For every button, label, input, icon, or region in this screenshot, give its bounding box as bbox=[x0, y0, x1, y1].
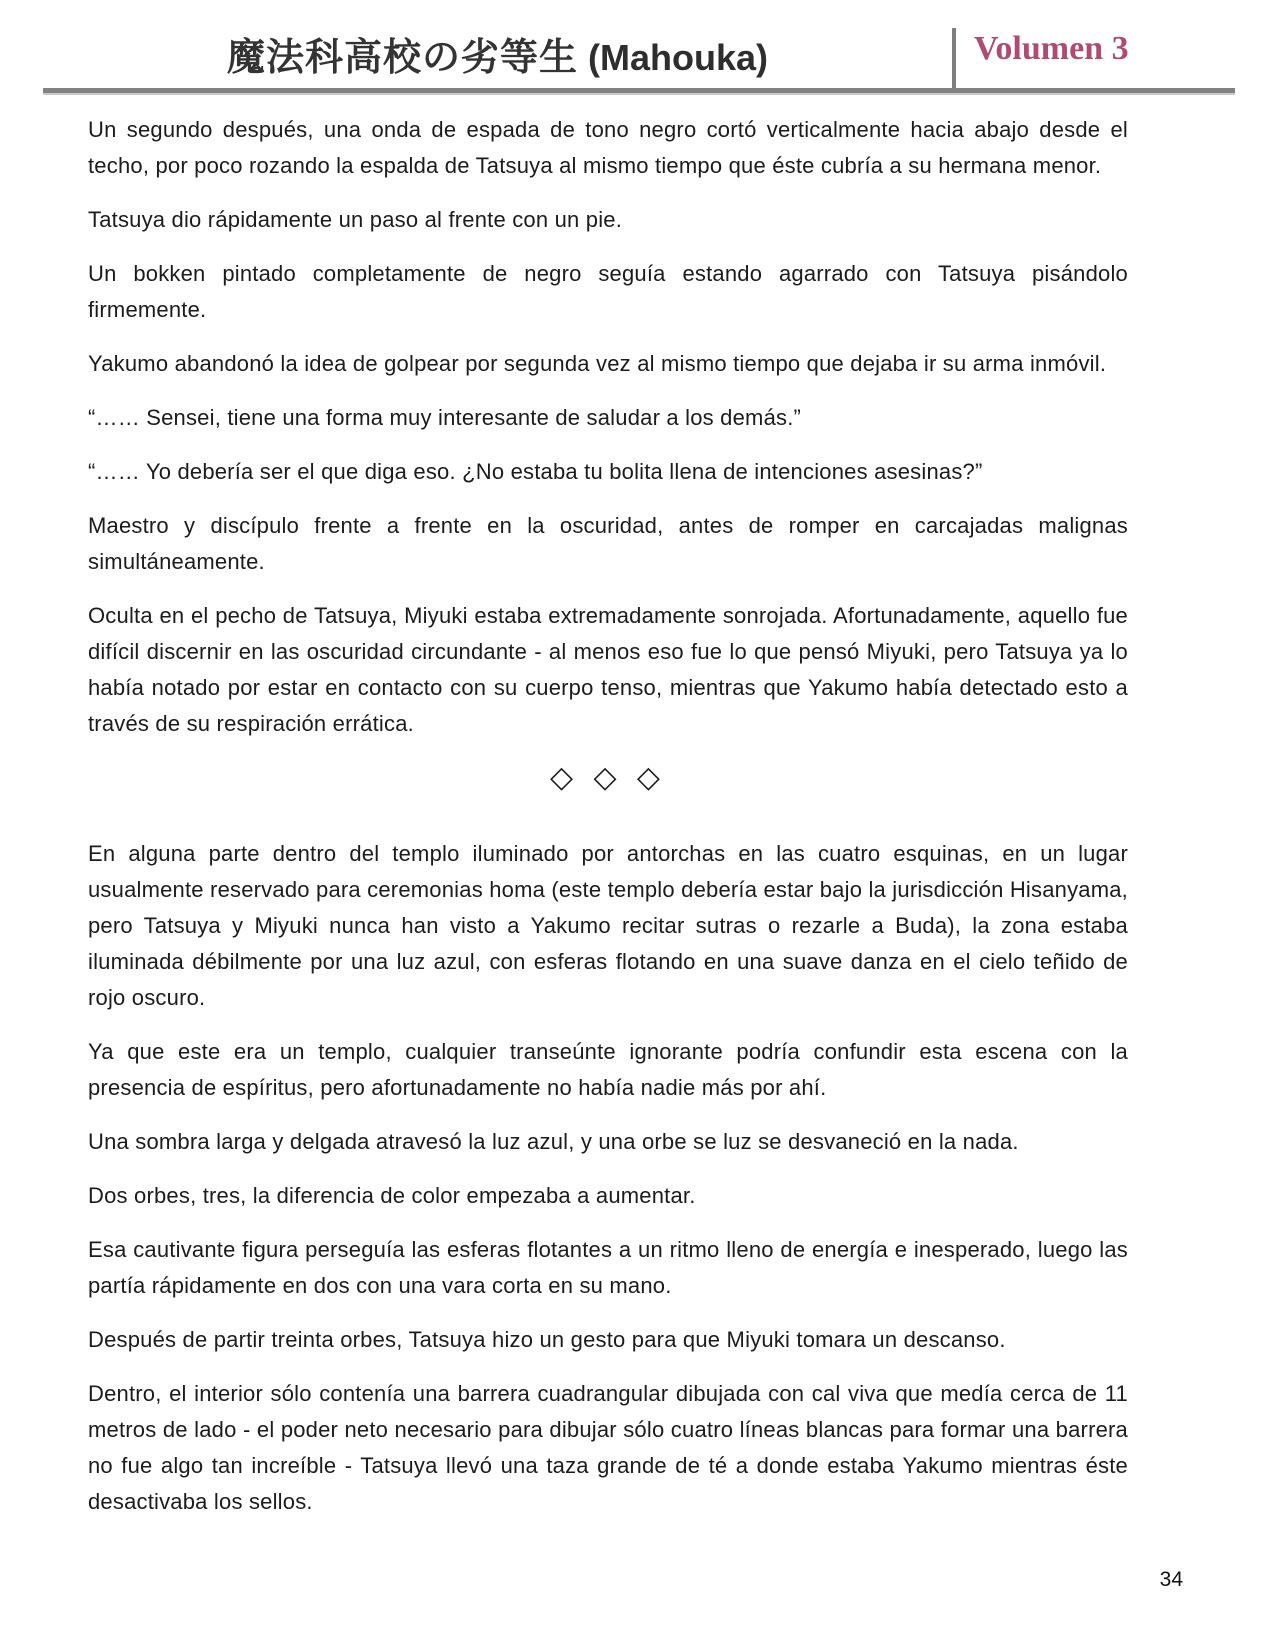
book-title-japanese: 魔法科高校の劣等生 bbox=[226, 37, 578, 79]
section-bottom bbox=[88, 836, 1128, 1520]
paragraph: Un bokken pintado completamente de negro seguía estando agarrado con Tatsuya pisándolo firmemente. bbox=[88, 261, 1128, 322]
book-title-latin: (Mahouka) bbox=[588, 37, 768, 78]
section-top bbox=[88, 112, 1128, 742]
page-body bbox=[88, 112, 1128, 1538]
header-divider bbox=[952, 28, 956, 95]
paragraph: “…… Yo debería ser el que diga eso. ¿No estaba tu bolita llena de intenciones asesinas?” bbox=[88, 459, 983, 484]
paragraph: Oculta en el pecho de Tatsuya, Miyuki estaba extremadamente sonrojada. Afortunadamente, aquello fue difícil discernir en las oscuridad circundante - al menos eso fue lo que pensó Miyuki, pero Tatsuya ya lo había notado por estar en contacto con su cuerpo tenso, mientras que Yakumo había detectado esto a través de su respiración errática. bbox=[88, 603, 1128, 736]
volume-label: Volumen 3 bbox=[974, 30, 1129, 67]
paragraph: Después de partir treinta orbes, Tatsuya hizo un gesto para que Miyuki tomara un descanso. bbox=[88, 1327, 1006, 1352]
paragraph: Esa cautivante figura perseguía las esferas flotantes a un ritmo lleno de energía e inesperado, luego las partía rápidamente en dos con una vara corta en su mano. bbox=[88, 1237, 1128, 1298]
page-number: 34 bbox=[1159, 1568, 1183, 1591]
paragraph: Ya que este era un templo, cualquier transeúnte ignorante podría confundir esta escena con la presencia de espíritus, pero afortunadamente no había nadie más por ahí. bbox=[88, 1039, 1128, 1100]
header-rule bbox=[43, 88, 1235, 95]
paragraph: Dentro, el interior sólo contenía una barrera cuadrangular dibujada con cal viva que medía cerca de 11 metros de lado - el poder neto necesario para dibujar sólo cuatro líneas blancas para formar una barrera no fue algo tan increíble - Tatsuya llevó una taza grande de té a donde estaba Yakumo mientras éste desactivaba los sellos. bbox=[88, 1381, 1128, 1514]
paragraph: “…… Sensei, tiene una forma muy interesante de saludar a los demás.” bbox=[88, 405, 802, 430]
page-header bbox=[0, 0, 1275, 95]
paragraph: Tatsuya dio rápidamente un paso al frente con un pie. bbox=[88, 207, 623, 232]
paragraph: Un segundo después, una onda de espada de tono negro cortó verticalmente hacia abajo desde el techo, por poco rozando la espalda de Tatsuya al mismo tiempo que éste cubría a su hermana menor. bbox=[88, 117, 1128, 178]
book-title bbox=[43, 26, 952, 81]
paragraph: Una sombra larga y delgada atravesó la luz azul, y una orbe se luz se desvaneció en la nada. bbox=[88, 1129, 1019, 1154]
volume-cell bbox=[974, 30, 1129, 68]
section-separator: ◇ ◇ ◇ bbox=[550, 761, 666, 794]
paragraph: En alguna parte dentro del templo iluminado por antorchas en las cuatro esquinas, en un lugar usualmente reservado para ceremonias homa (este templo debería estar bajo la jurisdicción Hisanyama, pero Tatsuya y Miyuki nunca han visto a Yakumo recitar sutras o rezarle a Buda), la zona estaba iluminada débilmente por una luz azul, con esferas flotando en una suave danza en el cielo teñido de rojo oscuro. bbox=[88, 841, 1128, 1010]
paragraph: Maestro y discípulo frente a frente en la oscuridad, antes de romper en carcajadas malignas simultáneamente. bbox=[88, 513, 1128, 574]
paragraph: Yakumo abandonó la idea de golpear por segunda vez al mismo tiempo que dejaba ir su arma inmóvil. bbox=[88, 351, 1107, 376]
paragraph: Dos orbes, tres, la diferencia de color empezaba a aumentar. bbox=[88, 1183, 696, 1208]
